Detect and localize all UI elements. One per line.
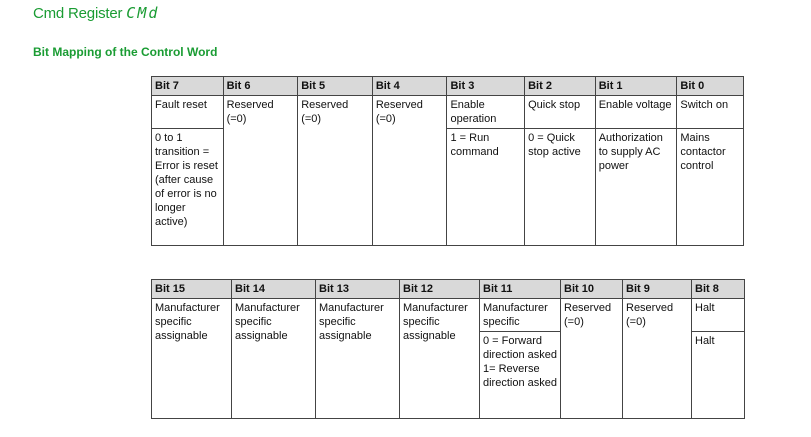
header-bit-10: Bit 10 <box>561 280 623 299</box>
cell-bit-7-detail: 0 to 1 transition = Error is reset (after cause of error is no longer active) <box>152 129 224 246</box>
header-bit-11: Bit 11 <box>480 280 561 299</box>
cell-bit-8-detail: Halt <box>692 332 745 419</box>
cell-bit-0-name: Switch on <box>677 96 744 129</box>
cell-bit-6-name: Reserved (=0) <box>223 96 298 246</box>
header-bit-7: Bit 7 <box>152 77 224 96</box>
header-bit-3: Bit 3 <box>447 77 525 96</box>
cell-bit-11-name: Manufacturer specific <box>480 299 561 332</box>
title-text: Cmd Register <box>33 5 123 22</box>
cell-bit-13-name: Manufacturer specific assignable <box>316 299 400 419</box>
header-bit-1: Bit 1 <box>595 77 677 96</box>
header-bit-5: Bit 5 <box>298 77 373 96</box>
table-header-row <box>152 280 745 299</box>
cell-bit-10-name: Reserved (=0) <box>561 299 623 419</box>
header-bit-9: Bit 9 <box>623 280 692 299</box>
cell-bit-3-name: Enable operation <box>447 96 525 129</box>
cell-bit-12-name: Manufacturer specific assignable <box>400 299 480 419</box>
cell-bit-8-name: Halt <box>692 299 745 332</box>
control-word-low-bits-table <box>151 76 744 246</box>
cell-bit-4-name: Reserved (=0) <box>372 96 447 246</box>
header-bit-8: Bit 8 <box>692 280 745 299</box>
cell-bit-14-name: Manufacturer specific assignable <box>232 299 316 419</box>
cell-bit-1-detail: Authorization to supply AC power <box>595 129 677 246</box>
table-row <box>152 299 745 332</box>
cell-bit-5-name: Reserved (=0) <box>298 96 373 246</box>
header-bit-4: Bit 4 <box>372 77 447 96</box>
section-title: Bit Mapping of the Control Word <box>33 45 218 59</box>
header-bit-0: Bit 0 <box>677 77 744 96</box>
header-bit-6: Bit 6 <box>223 77 298 96</box>
header-bit-15: Bit 15 <box>152 280 232 299</box>
cell-bit-11-detail <box>480 332 561 419</box>
bit-11-forward-text: 0 = Forward direction asked <box>483 335 557 361</box>
header-bit-2: Bit 2 <box>525 77 596 96</box>
register-code: CMd <box>126 4 160 22</box>
cell-bit-9-name: Reserved (=0) <box>623 299 692 419</box>
cell-bit-2-detail: 0 = Quick stop active <box>525 129 596 246</box>
cell-bit-7-name: Fault reset <box>152 96 224 129</box>
cell-bit-1-name: Enable voltage <box>595 96 677 129</box>
table-header-row <box>152 77 744 96</box>
cell-bit-3-detail: 1 = Run command <box>447 129 525 246</box>
page-title <box>33 4 159 22</box>
bit-11-reverse-text: 1= Reverse direction asked <box>483 363 557 389</box>
cell-bit-15-name: Manufacturer specific assignable <box>152 299 232 419</box>
cell-bit-0-detail: Mains contactor control <box>677 129 744 246</box>
control-word-high-bits-table <box>151 279 745 419</box>
cell-bit-2-name: Quick stop <box>525 96 596 129</box>
header-bit-13: Bit 13 <box>316 280 400 299</box>
table-row <box>152 96 744 129</box>
header-bit-12: Bit 12 <box>400 280 480 299</box>
header-bit-14: Bit 14 <box>232 280 316 299</box>
